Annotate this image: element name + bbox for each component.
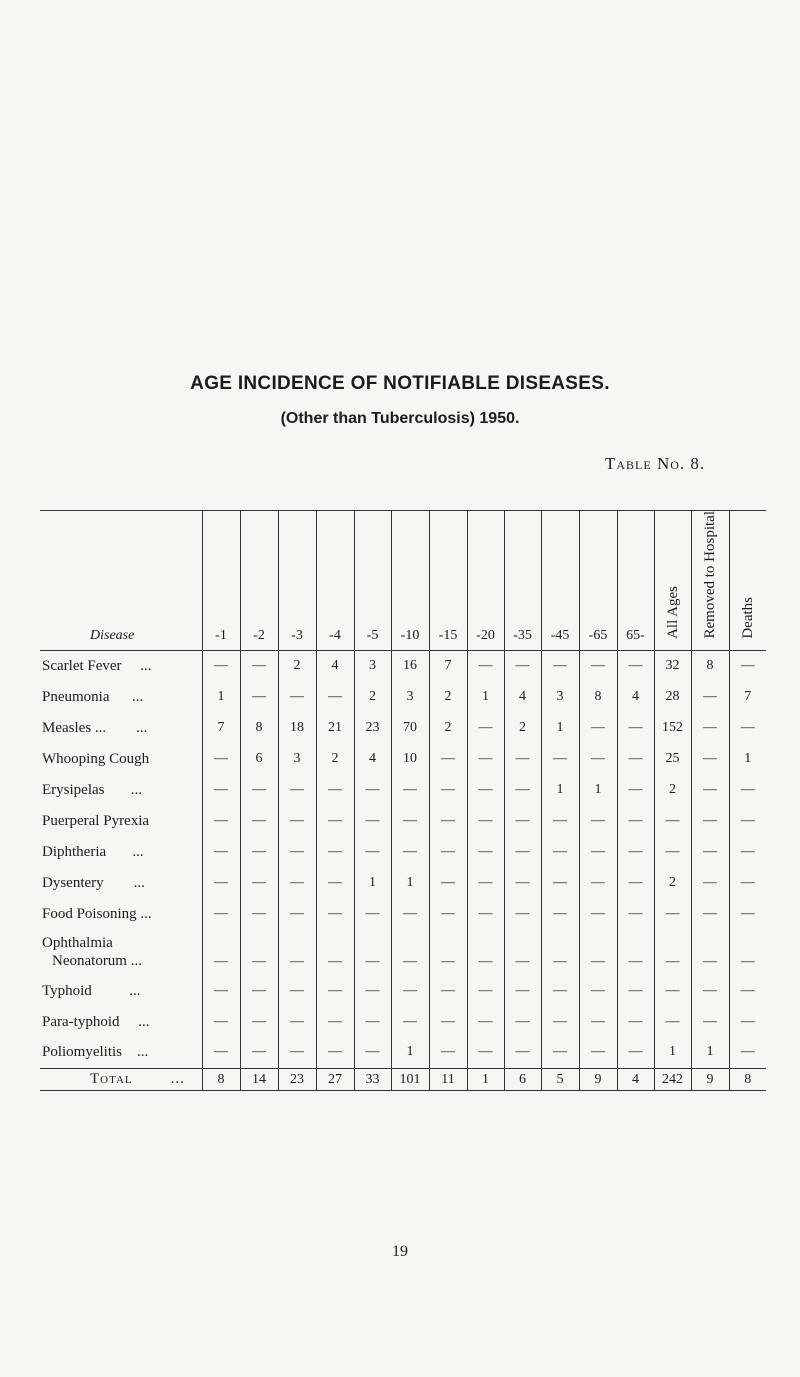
table-cell: — [579,1006,617,1037]
table-cell: 1 [541,774,579,805]
table-cell: 4 [617,1068,654,1090]
table-cell: — [729,898,766,929]
table-cell: — [429,774,467,805]
table-cell: — [316,975,354,1006]
table-cell: 2 [654,867,691,898]
page-number: 19 [392,1243,408,1260]
table-cell: — [729,1006,766,1037]
table-cell: — [617,712,654,743]
table-cell: — [354,1006,391,1037]
header-age-1: -1 [202,511,240,651]
table-cell: — [729,650,766,681]
table-cell: 6 [504,1068,541,1090]
table-cell: — [617,929,654,975]
disease-name-text: Whooping Cough [42,750,150,767]
table-cell: — [617,805,654,836]
table-cell: — [316,774,354,805]
table-cell: — [504,650,541,681]
table-cell: — [316,898,354,929]
table-cell: — [729,712,766,743]
table-cell: — [729,929,766,975]
table-cell: — [617,774,654,805]
table-cell: — [654,975,691,1006]
table-cell: 11 [429,1068,467,1090]
table-cell: 1 [579,774,617,805]
table-cell: — [691,898,729,929]
table-cell: — [240,836,278,867]
disease-name-text: Para-typhoid ... [42,1013,150,1030]
table-cell: — [202,743,240,774]
table-cell: 4 [617,681,654,712]
table-cell: — [579,743,617,774]
table-cell: — [467,929,504,975]
disease-name-text-2: Neonatorum ... [52,953,142,969]
table-cell: 1 [467,1068,504,1090]
table-cell: — [541,898,579,929]
table-cell: — [278,836,316,867]
disease-name-text: Pneumonia ... [42,688,144,705]
table-cell: — [541,743,579,774]
table-cell: 1 [391,1037,429,1068]
table-cell: — [316,836,354,867]
table-cell: — [729,975,766,1006]
table-cell: — [617,975,654,1006]
table-cell: 25 [654,743,691,774]
table-cell: 32 [654,650,691,681]
disease-name [40,867,202,898]
table-cell: — [429,975,467,1006]
table-cell: 3 [354,650,391,681]
table-cell: — [617,743,654,774]
table-cell: — [541,1037,579,1068]
table-cell: — [504,836,541,867]
table-cell: — [691,774,729,805]
table-cell: 2 [354,681,391,712]
table-cell: — [240,867,278,898]
table-cell: — [429,836,467,867]
table-cell: — [691,867,729,898]
table-cell: — [504,743,541,774]
table-cell: — [654,898,691,929]
table-cell: — [202,836,240,867]
table-cell: — [691,1006,729,1037]
header-label: All Ages [664,585,681,639]
table-cell: — [240,898,278,929]
table-cell: 16 [391,650,429,681]
table-cell: — [579,867,617,898]
table-cell: — [467,867,504,898]
table-cell: 8 [691,650,729,681]
table-cell: — [691,743,729,774]
table-cell: — [429,805,467,836]
table-cell: — [354,836,391,867]
table-cell: — [391,774,429,805]
table-cell: — [278,1037,316,1068]
page-title: AGE INCIDENCE OF NOTIFIABLE DISEASES. [190,373,610,394]
table-cell: — [617,1037,654,1068]
table-cell: 242 [654,1068,691,1090]
table-cell: — [202,774,240,805]
table-cell: 1 [354,867,391,898]
table-cell: — [467,743,504,774]
disease-name [40,975,202,1006]
table-cell: — [504,975,541,1006]
table-cell: — [654,929,691,975]
table-cell: — [354,929,391,975]
table-cell: — [278,975,316,1006]
table-cell: 3 [541,681,579,712]
disease-name-text: Ophthalmia [42,935,113,951]
table-cell: — [240,975,278,1006]
disease-name [40,1037,202,1068]
disease-name-text: Typhoid ... [42,982,141,999]
table-cell: — [691,805,729,836]
table-cell: 2 [654,774,691,805]
table-cell: — [240,1006,278,1037]
disease-name [40,898,202,929]
table-row [40,743,766,774]
table-cell: — [278,898,316,929]
table-row [40,929,766,975]
table-row [40,650,766,681]
table-cell: — [467,1037,504,1068]
table-cell: — [278,1006,316,1037]
table-cell: — [579,898,617,929]
table-cell: — [617,867,654,898]
table-cell: — [729,774,766,805]
table-cell: — [579,805,617,836]
disease-name [40,929,202,975]
table-cell: — [278,681,316,712]
table-row [40,975,766,1006]
table-cell: — [617,898,654,929]
table-cell: — [504,929,541,975]
disease-name-text: Scarlet Fever ... [42,657,152,674]
disease-name [40,743,202,774]
table-cell: 2 [316,743,354,774]
table-cell: — [691,712,729,743]
header-age-4: -4 [316,511,354,651]
table-cell: — [391,929,429,975]
table-cell: 10 [391,743,429,774]
table-cell: — [429,867,467,898]
table-cell: 1 [654,1037,691,1068]
header-age-12: 65- [617,511,654,651]
table-cell: — [467,975,504,1006]
table-cell: — [278,929,316,975]
table-cell: 5 [541,1068,579,1090]
table-cell: 8 [729,1068,766,1090]
header-disease: Disease [40,511,202,651]
table-cell: — [354,805,391,836]
table-cell: — [391,898,429,929]
table-cell: 8 [579,681,617,712]
table-cell: 6 [240,743,278,774]
table-cell: — [617,1006,654,1037]
table-row [40,836,766,867]
disease-name-text: Erysipelas ... [42,781,142,798]
table-cell: 23 [354,712,391,743]
table-cell: 8 [202,1068,240,1090]
table-cell: — [391,1006,429,1037]
table-cell: — [579,836,617,867]
table-cell: — [316,929,354,975]
table-cell: — [391,836,429,867]
table-cell: — [541,975,579,1006]
table-cell: 1 [691,1037,729,1068]
header-age-2: -2 [240,511,278,651]
table-cell: — [691,836,729,867]
header-age-5: -5 [354,511,391,651]
table-cell: — [429,1037,467,1068]
header-label: Removed to Hospital [702,511,718,639]
table-cell: — [354,898,391,929]
disease-table [40,510,766,1091]
table-cell: — [541,805,579,836]
table-cell: — [429,1006,467,1037]
table-cell: 70 [391,712,429,743]
table-row [40,805,766,836]
table-cell: — [429,743,467,774]
table-cell: 1 [391,867,429,898]
table-cell: — [202,650,240,681]
table-cell: — [202,975,240,1006]
table-cell: 21 [316,712,354,743]
table-cell: — [654,1006,691,1037]
disease-name-text: Diphtheria ... [42,843,144,860]
table-cell: — [316,867,354,898]
table-cell: — [354,1037,391,1068]
disease-name [40,650,202,681]
table-cell: — [240,1037,278,1068]
table-cell: 1 [729,743,766,774]
disease-name-text: Food Poisoning ... [42,905,152,922]
table-cell: 2 [278,650,316,681]
table-cell: — [504,898,541,929]
table-cell: — [691,681,729,712]
disease-name [40,681,202,712]
table-cell: — [316,805,354,836]
disease-name [40,712,202,743]
table-cell: 27 [316,1068,354,1090]
table-cell: 23 [278,1068,316,1090]
table-cell: — [316,1037,354,1068]
table-cell: — [504,867,541,898]
table-cell: — [278,774,316,805]
table-cell: 3 [278,743,316,774]
header-age-8: -20 [467,511,504,651]
table-cell: — [467,805,504,836]
table-cell: — [354,975,391,1006]
table-cell: — [240,805,278,836]
disease-name [40,1068,202,1090]
table-cell: 9 [579,1068,617,1090]
table-cell: — [240,929,278,975]
table-cell: — [467,774,504,805]
disease-name [40,774,202,805]
header-age-11: -65 [579,511,617,651]
table-row [40,867,766,898]
table-cell: 18 [278,712,316,743]
table-cell: 4 [504,681,541,712]
table-cell: — [729,867,766,898]
table-cell: — [729,1037,766,1068]
table-cell: 1 [541,712,579,743]
table-row [40,898,766,929]
table-cell: — [202,898,240,929]
table-cell: — [579,929,617,975]
page-subtitle: (Other than Tuberculosis) 1950. [280,410,520,427]
header-age-6: -10 [391,511,429,651]
table-cell: — [202,929,240,975]
header-col-14 [691,511,729,651]
table-row [40,681,766,712]
table-row [40,1037,766,1068]
header-age-10: -45 [541,511,579,651]
table-cell: 7 [202,712,240,743]
header-age-3: -3 [278,511,316,651]
table-cell: — [467,898,504,929]
table-cell: — [202,1006,240,1037]
table-cell: — [278,867,316,898]
table-cell: — [729,836,766,867]
disease-name [40,836,202,867]
table-cell: — [240,774,278,805]
header-label: Deaths [739,596,756,639]
table-cell: — [202,867,240,898]
table-cell: — [429,898,467,929]
table-cell: 1 [467,681,504,712]
table-cell: — [316,681,354,712]
table-cell: 2 [504,712,541,743]
table-body [40,650,766,1090]
table-cell: 9 [691,1068,729,1090]
table-cell: — [278,805,316,836]
table-cell: 2 [429,681,467,712]
header-age-9: -35 [504,511,541,651]
table-cell: — [579,1037,617,1068]
table-cell: 33 [354,1068,391,1090]
table-cell: — [316,1006,354,1037]
table-cell: — [467,712,504,743]
table-cell: — [691,929,729,975]
table-cell: — [617,836,654,867]
table-cell: — [467,650,504,681]
table-cell: — [579,650,617,681]
table-cell: 7 [429,650,467,681]
disease-name-text: Dysentery ... [42,874,145,891]
table-cell: — [541,929,579,975]
table-cell: 14 [240,1068,278,1090]
disease-name-text: Measles ... ... [42,719,148,736]
table-row [40,774,766,805]
table-cell: — [202,805,240,836]
table-cell: — [504,1037,541,1068]
table-cell: — [541,867,579,898]
table-cell: — [691,975,729,1006]
table-cell: 101 [391,1068,429,1090]
disease-name [40,1006,202,1037]
table-cell: 2 [429,712,467,743]
table-cell: — [504,805,541,836]
table-cell: — [579,975,617,1006]
table-row [40,712,766,743]
header-age-7: -15 [429,511,467,651]
table-cell: — [654,805,691,836]
table-cell: — [391,805,429,836]
table-cell: — [617,650,654,681]
total-row [40,1068,766,1090]
table-row [40,1006,766,1037]
table-cell: 28 [654,681,691,712]
table-cell: — [240,650,278,681]
table-header [40,511,766,651]
table-cell: — [541,1006,579,1037]
table-cell: — [729,805,766,836]
header-col-13 [654,511,691,651]
table-cell: — [504,1006,541,1037]
table-cell: 4 [354,743,391,774]
table-cell: — [541,650,579,681]
table-cell: 3 [391,681,429,712]
disease-name [40,805,202,836]
table-cell: — [541,836,579,867]
table-cell: — [467,836,504,867]
table-cell: 1 [202,681,240,712]
table-cell: 4 [316,650,354,681]
table-cell: — [467,1006,504,1037]
disease-name-text: Total ... [90,1070,185,1087]
table-cell: — [240,681,278,712]
table-cell: 152 [654,712,691,743]
table-cell: — [579,712,617,743]
disease-name-text: Poliomyelitis ... [42,1044,149,1061]
table-cell: — [391,975,429,1006]
table-cell: — [429,929,467,975]
table-number: Table No. 8. [605,454,706,473]
table-cell: — [654,836,691,867]
table-cell: — [354,774,391,805]
table-cell: — [504,774,541,805]
disease-name-text: Puerperal Pyrexia [42,812,150,829]
table-cell: — [202,1037,240,1068]
table-cell: 7 [729,681,766,712]
table-cell: 8 [240,712,278,743]
header-col-15 [729,511,766,651]
